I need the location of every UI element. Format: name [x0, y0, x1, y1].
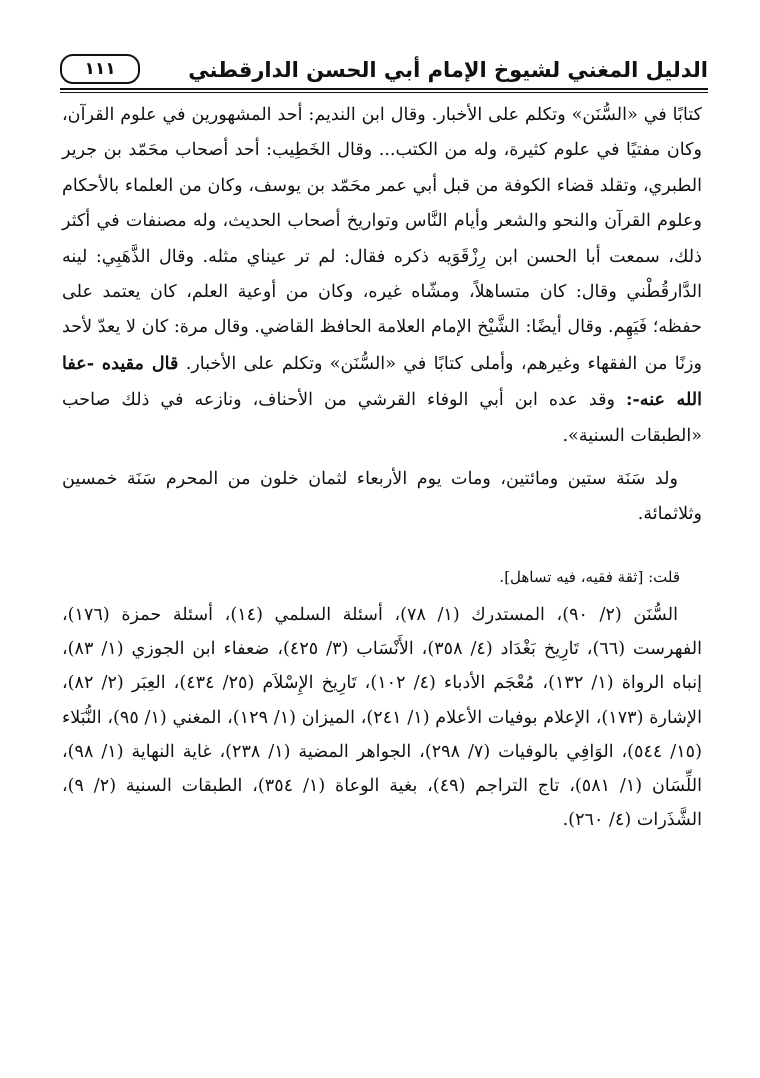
page-number: ١١١ [60, 54, 140, 84]
biography-paragraph-2: ولد سَنَة ستين ومائتين، ومات يوم الأربعاء لثمان خلون من المحرم سَنَة خمسين وثلاثمائة. [62, 469, 702, 525]
biography-paragraph-1 [62, 98, 702, 454]
running-title: الدليل المغني لشيوخ الإمام أبي الحسن الدارقطني [188, 58, 708, 82]
biography-paragraph-1-main: كتابًا في «السُّنَن» وتكلم على الأخبار. وقال ابن النديم: أحد المشهورين في علوم القرآن، وكان مفتيًا في علوم كثيرة، وله من الكتب... وقال الخَطِيب: أحد أصحاب محَمّد بن جرير الطبري، وتقلد قضاء الكوفة من قبل أبي عمر محَمّد بن يوسف، وكان من العلماء بالأحكام وعلوم القرآن والنحو والشعر وأيام النَّاس وتواريخ أصحاب الحديث، وله مصنفات في أكثر ذلك، سمعت أبا الحسن ابن رِزْقَوَيه ذكره فقال: لم تر عيناي مثله. وقال الذَّهَبِي: لينه الدَّارقُطْني وقال: كان متساهلاً، ومشّاه غيره، وكان من أوعية العلم، كان يعتمد على حفظه؛ فَيَهِم. وقال أيضًا: الشَّيْخ الإمام العلامة الحافظ القاضي. وقال مرة: كان لا يعدّ لأحد وزنًا من الفقهاء وغيرهم، وأملى كتابًا في «السُّنَن» وتكلم على الأخبار. [62, 105, 702, 374]
page-header [60, 52, 708, 92]
references-text: السُّنَن (٢/ ٩٠)، المستدرك (١/ ٧٨)، أسئلة السلمي (١٤)، أسئلة حمزة (١٧٦)، الفهرست (٦٦)، تَارِيخ بَغْدَاد (٤/ ٣٥٨)، الأَنْسَاب (٣/ ٤٢٥)، ضعفاء ابن الجوزي (١/ ٨٣)، إنباه الرواة (١/ ١٣٢)، مُعْجَم الأدباء (٤/ ١٠٢)، تَارِيخ الإِسْلاَم (٢٥/ ٤٣٤)، العِبَر (٢/ ٨٢)، الإشارة (١٧٣)، الإعلام بوفيات الأعلام (١/ ٢٤١)، الميزان (١/ ١٢٩)، المغني (١/ ٩٥)، النُّبَلاء (١٥/ ٥٤٤)، الوَافِي بالوفيات (٧/ ٢٩٨)، الجواهر المضية (١/ ٢٣٨)، غاية النهاية (١/ ٩٨)، اللِّسَان (١/ ٥٨١)، تاج التراجم (٤٩)، بغية الوعاة (١/ ٣٥٤)، الطبقات السنية (٢/ ٩)، الشَّذَرات (٤/ ٢٦٠). [62, 605, 703, 831]
biography-text [62, 98, 702, 533]
header-rule-thin [60, 92, 708, 93]
investigator-label: قال مقيده -عفا الله عنه-: [62, 352, 703, 411]
header-rule [60, 88, 708, 90]
references-block [62, 598, 702, 837]
biography-paragraph-1-tail: وقد عده ابن أبي الوفاء القرشي من الأحناف، ونازعه في ذلك صاحب «الطبقات السنية». [62, 390, 702, 446]
verdict-line: قلت: [ثقة فقيه، فيه تساهل]. [499, 568, 680, 586]
